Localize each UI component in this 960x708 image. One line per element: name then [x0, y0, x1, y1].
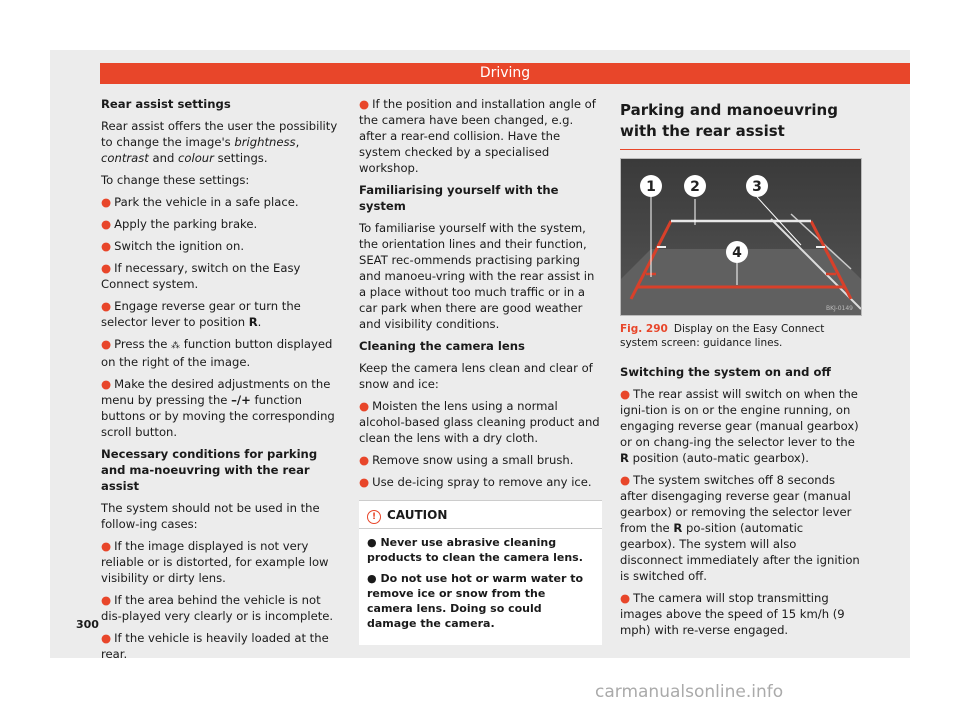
caution-icon: !	[367, 510, 381, 524]
figure-code: BKJ-0149	[825, 305, 853, 312]
heading-switching-on-off: Switching the system on and off	[620, 365, 831, 379]
column-right	[620, 96, 860, 644]
list-item: ● The camera will stop transmitting images above the speed of 15 km/h (9 mph) with re-verse engaged.	[620, 591, 845, 637]
list-item: ● If the position and installation angle of the camera have been changed, e.g. after a rear-end collision. Have the system checked by a specialised workshop.	[359, 97, 596, 175]
list-item: ● Remove snow using a small brush.	[359, 453, 574, 467]
list-item: ● Moisten the lens using a normal alcohol-based glass cleaning product and clean the lens with a dry cloth.	[359, 399, 600, 445]
caution-item: ● Never use abrasive cleaning products to clean the camera lens.	[367, 536, 583, 564]
callout-2: 2	[690, 179, 700, 195]
list-item: ● If the vehicle is heavily loaded at the rear.	[101, 631, 329, 661]
figure-caption: Fig. 290 Display on the Easy Connect system screen: guidance lines.	[620, 323, 825, 349]
list-item: ● Engage reverse gear or turn the selector lever to position R.	[101, 299, 301, 329]
callout-4: 4	[732, 245, 742, 261]
callout-3: 3	[752, 179, 762, 195]
caution-item: ● Do not use hot or warm water to remove ice or snow from the camera lens. Doing so could damage the camera.	[367, 572, 584, 630]
list-item: ● If necessary, switch on the Easy Connect system.	[101, 261, 301, 291]
paragraph: Rear assist offers the user the possibility to change the image's brightness, contrast and colour settings.	[101, 119, 338, 165]
paragraph: Keep the camera lens clean and clear of snow and ice:	[359, 361, 593, 391]
list-item: ● Make the desired adjustments on the menu by pressing the –/+ function buttons or by moving the corresponding scroll button.	[101, 377, 335, 439]
settings-symbol-icon: ⁂	[171, 341, 181, 351]
paragraph: The system should not be used in the follow-ing cases:	[101, 501, 320, 531]
section-title: Parking and manoeuvring with the rear assist	[620, 100, 860, 150]
list-item: ● Press the ⁂ function button displayed on the right of the image.	[101, 337, 333, 369]
guidance-lines-illustration	[621, 159, 861, 315]
watermark: carmanualsonline.info	[595, 682, 784, 702]
list-item: ● If the image displayed is not very reliable or is distorted, for example low visibility or dirty lens.	[101, 539, 329, 585]
heading-cleaning-lens: Cleaning the camera lens	[359, 339, 525, 353]
column-left	[101, 96, 343, 668]
caution-box	[359, 500, 602, 645]
paragraph: To change these settings:	[101, 173, 250, 187]
heading-familiarising: Familiarising yourself with the system	[359, 183, 559, 213]
caution-body	[359, 529, 602, 645]
list-item: ● Use de-icing spray to remove any ice.	[359, 475, 592, 489]
page	[50, 50, 910, 661]
column-middle	[359, 96, 602, 645]
list-item: ● Apply the parking brake.	[101, 217, 258, 231]
chapter-header: Driving	[100, 63, 910, 84]
list-item: ● Park the vehicle in a safe place.	[101, 195, 299, 209]
list-item: ● Switch the ignition on.	[101, 239, 245, 253]
list-item: ● If the area behind the vehicle is not dis-played very clearly or is incomplete.	[101, 593, 334, 623]
figure-guidance-lines	[620, 158, 862, 316]
heading-rear-assist-settings: Rear assist settings	[101, 97, 231, 111]
heading-necessary-conditions: Necessary conditions for parking and ma-noeuvring with the rear assist	[101, 447, 318, 493]
list-item: ● The rear assist will switch on when the igni-tion is on or the engine running, on engaging reverse gear (manual gearbox) or on chang-ing the selector lever to the R position (auto-matic gearbox).	[620, 387, 859, 465]
caution-header: ! CAUTION	[359, 501, 602, 529]
list-item: ● The system switches off 8 seconds after disengaging reverse gear (manual gearbox) or removing the selector lever from the R po-sition (automatic gearbox). The system will also disconnect immediately after the ignition is switched off.	[620, 473, 860, 583]
page-number: 300	[76, 618, 99, 631]
callout-1: 1	[646, 179, 656, 195]
paragraph: To familiarise yourself with the system, the orientation lines and their function, SEAT rec-ommends practising parking and manoeu-vring with the rear assist in a place without too much traffic or in a car park when there are good weather and visibility conditions.	[359, 221, 595, 331]
